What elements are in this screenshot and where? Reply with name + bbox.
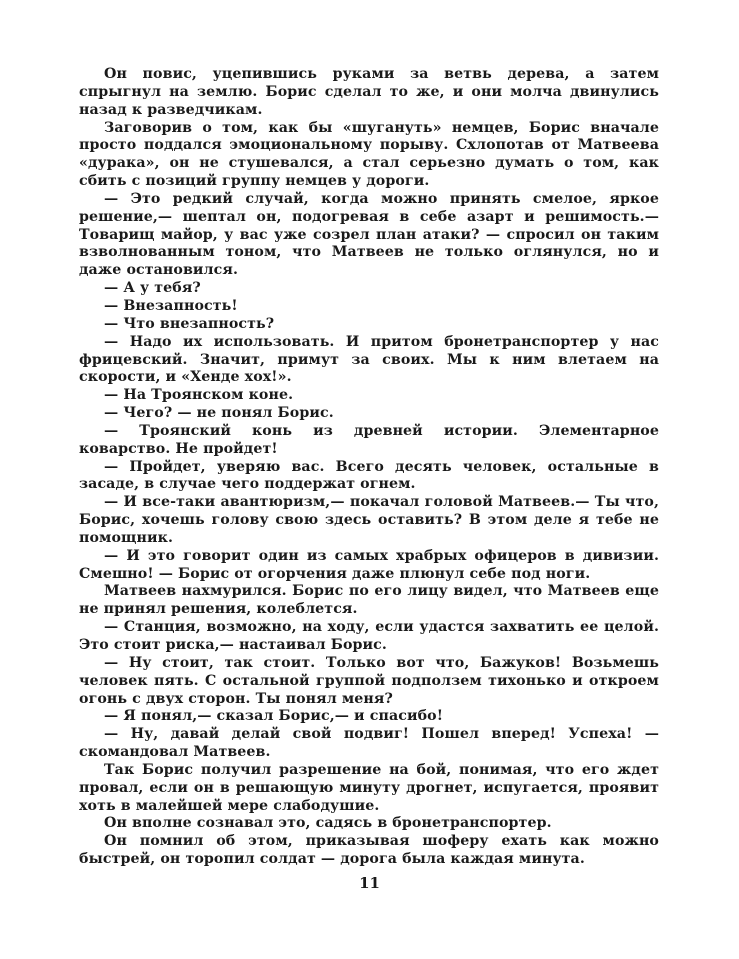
paragraph: — Станция, возможно, на ходу, если удастся захватить ее целой. Это стоит риска,— настаивал Борис. (79, 619, 659, 653)
paragraph: — На Троянском коне. (104, 387, 294, 404)
paragraph: — Ну стоит, так стоит. Только вот что, Бажуков! Возьмешь человек пять. С остальной группой подползем тихонько и откроем огонь с двух сторон. Ты понял меня? (79, 654, 659, 707)
paragraph: — Что внезапность? (104, 315, 275, 332)
paragraph: — Пройдет, уверяю вас. Всего десять человек, остальные в засаде, в случае чего поддержат огнем. (79, 458, 659, 493)
paragraph: Он помнил об этом, приказывая шоферу ехать как можно быстрей, он торопил солдат — дорога была каждая минута. (79, 833, 659, 868)
paragraph: Матвеев нахмурился. Борис по его лицу видел, что Матвеев еще не принял решения, колеблется. (79, 583, 659, 618)
book-page-text (79, 66, 659, 869)
paragraph: Он вполне сознавал это, садясь в бронетранспортер. (104, 815, 552, 832)
paragraph: — И все-таки авантюризм,— покачал головой Матвеев.— Ты что, Борис, хочешь голову свою здесь оставить? В этом деле я тебе не помощник. (79, 494, 659, 546)
paragraph: — И это говорит один из самых храбрых офицеров в дивизии. Смешно! — Борис от огорчения даже плюнул себе под ноги. (79, 547, 659, 582)
paragraph: Он повис, уцепившись руками за ветвь дерева, а затем спрыгнул на землю. Борис сделал то же, и они молча двинулись назад к разведчикам. (79, 66, 659, 118)
paragraph: — Внезапность! (104, 297, 238, 314)
paragraph: — А у тебя? (104, 280, 201, 297)
paragraph: — Ну, давай делай свой подвиг! Пошел вперед! Успеха! — скомандовал Матвеев. (79, 726, 659, 761)
paragraph: Заговорив о том, как бы «шугануть» немцев, Борис вначале просто поддался эмоциональному порыву. Схлопотав от Матвеева «дурака», он не стушевался, а стал серьезно думать о том, как сбить с позиций группу немцев у дороги. (79, 119, 659, 190)
paragraph: — Надо их использовать. И притом бронетранспортер у нас фрицевский. Значит, примут за своих. Мы к ним влетаем на скорости, и «Хенде хох!». (79, 333, 659, 386)
paragraph: Так Борис получил разрешение на бой, понимая, что его ждет провал, если он в решающую минуту дрогнет, испугается, проявит хоть в малейшей мере слабодушие. (79, 761, 659, 814)
paragraph: — Чего? — не понял Борис. (104, 405, 334, 422)
paragraph: — Я понял,— сказал Борис,— и спасибо! (104, 708, 444, 725)
paragraph: — Троянский конь из древней истории. Элементарное коварство. Не пройдет! (79, 422, 659, 457)
paragraph: — Это редкий случай, когда можно принять смелое, яркое решение,— шептал он, подогревая в себе азарт и решимость.— Товарищ майор, у вас уже созрел план атаки? — спросил он таким взволнованным тоном, что Матвеев не только оглянулся, но и даже остановился. (79, 190, 659, 279)
page-number: 11 (359, 874, 380, 892)
